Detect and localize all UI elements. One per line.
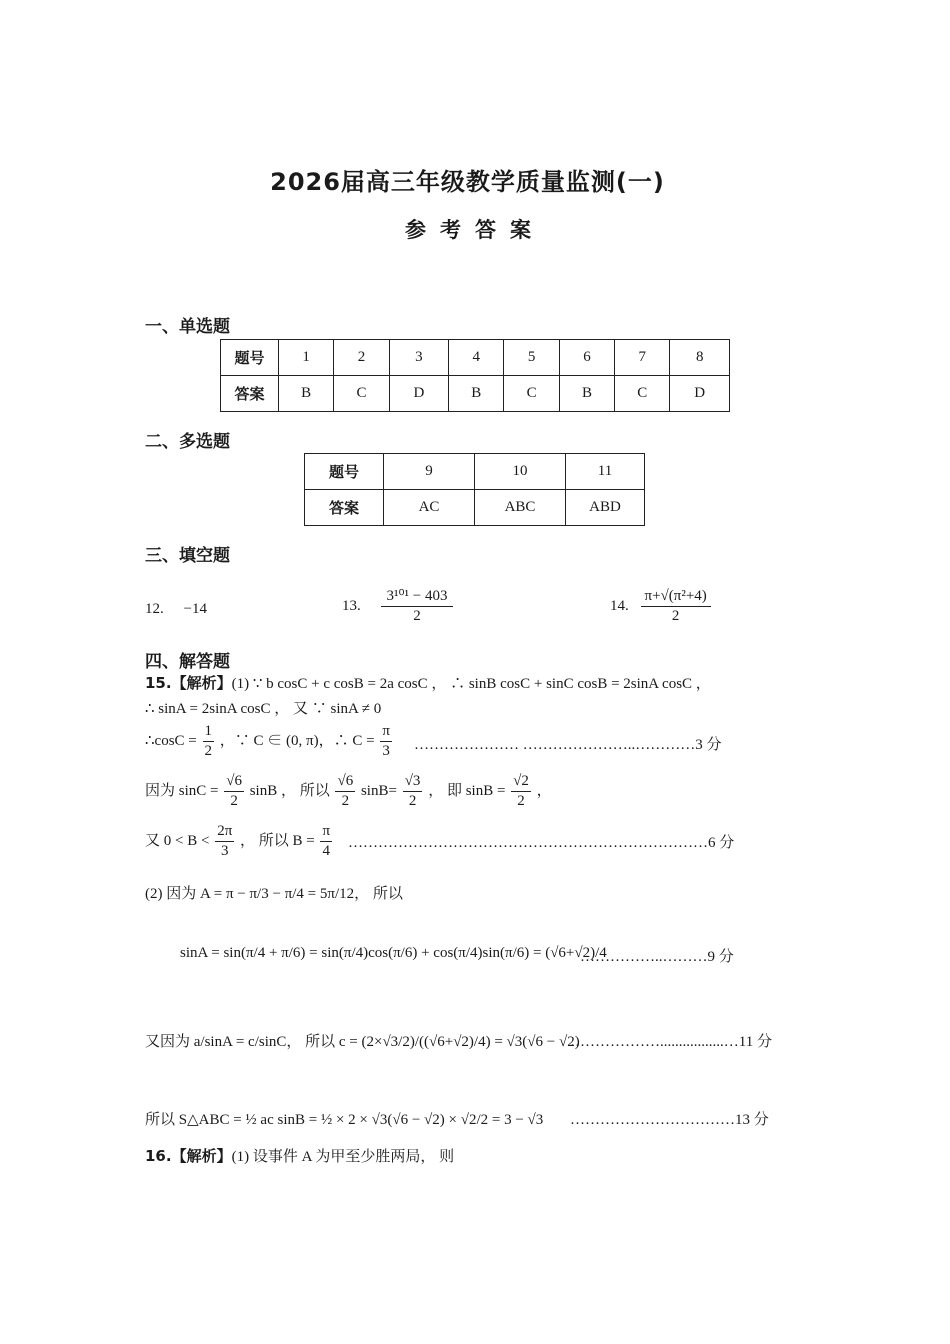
section-heading-multi-choice: 二、多选题 (145, 432, 230, 452)
multi-choice-table (304, 453, 645, 526)
fraction (215, 822, 234, 861)
table-cell: B (279, 376, 334, 412)
table-cell: 2 (334, 340, 389, 376)
q16-line-1 (145, 1145, 454, 1166)
fraction (335, 772, 355, 811)
question-number: 12. (145, 601, 164, 617)
numerator: π (380, 722, 392, 742)
table-row (221, 376, 730, 412)
table-cell: 1 (279, 340, 334, 376)
table-cell: 6 (559, 340, 614, 376)
table-cell: D (670, 376, 730, 412)
fill-q12 (145, 601, 207, 618)
numerator: π+√(π²+4) (641, 587, 711, 607)
answer-fraction (641, 587, 711, 626)
answer-value: −14 (183, 601, 207, 617)
table-cell: ABC (475, 490, 566, 526)
section-heading-solutions: 四、解答题 (145, 652, 230, 672)
formula-text: ， 所以 B = (240, 832, 315, 849)
page-subtitle: 参考答案 (405, 218, 545, 242)
denominator: 2 (204, 743, 213, 759)
fill-q14 (610, 587, 713, 626)
table-cell: 11 (566, 454, 645, 490)
table-cell: 4 (449, 340, 504, 376)
table-header-cell: 题号 (221, 340, 279, 376)
q15-line-4 (145, 772, 552, 811)
score-marker: ……………………………13 分 (570, 1112, 769, 1128)
numerator: √6 (224, 772, 244, 792)
score-marker: ………………………………………………………………6 分 (348, 835, 735, 851)
single-choice-table (220, 339, 730, 412)
table-cell: D (389, 376, 448, 412)
table-cell: B (559, 376, 614, 412)
fraction (511, 772, 531, 811)
q15-line-6: (2) 因为 A = π − π/3 − π/4 = 5π/12， 所以 (145, 886, 403, 902)
q15-line-5 (145, 822, 334, 861)
table-cell: ABD (566, 490, 645, 526)
denominator: 4 (322, 843, 331, 859)
denominator: 3 (220, 843, 229, 859)
numerator: √6 (335, 772, 355, 792)
table-cell: C (504, 376, 559, 412)
formula-text: ， 即 sinB = (428, 782, 506, 799)
q15-line-7: sinA = sin(π/4 + π/6) = sin(π/4)cos(π/6) + cos(π/4)sin(π/6) = (√6+√2)/4 (180, 945, 607, 961)
numerator: π (320, 822, 332, 842)
question-label: 15.【解析】 (145, 674, 232, 692)
section-heading-single-choice: 一、单选题 (145, 317, 230, 337)
table-cell: 7 (615, 340, 670, 376)
table-header-cell: 答案 (305, 490, 384, 526)
denominator: 3 (382, 743, 390, 759)
fraction (203, 722, 215, 761)
solution-text: (1) 设事件 A 为甲至少胜两局， 则 (231, 1149, 455, 1165)
denominator: 2 (671, 608, 680, 624)
fill-q13 (342, 587, 455, 626)
fraction (380, 722, 392, 761)
solution-text: (1) ∵ b cosC + c cosB = 2a cosC ， ∴ sinB cosC + sinC cosB = 2sinA cosC ， (231, 676, 711, 692)
score-marker: ………………… …………………..…………3 分 (414, 737, 722, 753)
denominator: 2 (413, 608, 421, 624)
denominator: 2 (341, 793, 350, 809)
formula-text: ，∵ C ∈ (0, π)，∴ C = (219, 732, 375, 749)
formula-text: sinB= (360, 782, 397, 799)
q15-line-1 (145, 672, 711, 693)
page-title: 2026届高三年级教学质量监测(一) (270, 168, 665, 196)
table-cell: 5 (504, 340, 559, 376)
denominator: 2 (408, 793, 417, 809)
q15-line-9: 所以 S△ABC = ½ ac sinB = ½ × 2 × √3(√6 − √2) × √2/2 = 3 − √3 (145, 1112, 544, 1128)
formula-text: 因为 sinC = (145, 782, 219, 799)
denominator: 2 (517, 793, 525, 809)
formula-text: ， (536, 782, 552, 799)
question-number: 14. (610, 597, 629, 614)
table-row (221, 340, 730, 376)
table-cell: 8 (670, 340, 730, 376)
table-cell: B (449, 376, 504, 412)
table-cell: 10 (475, 454, 566, 490)
numerator: √3 (403, 772, 423, 792)
numerator: 2π (215, 822, 234, 842)
fraction (224, 772, 244, 811)
fraction (403, 772, 423, 811)
score-marker: ……………..………9 分 (580, 949, 734, 965)
table-cell: AC (384, 490, 475, 526)
table-cell: C (334, 376, 389, 412)
section-heading-fill-blank: 三、填空题 (145, 546, 230, 566)
formula-text: 又 0 < B < (145, 832, 210, 849)
formula-text: sinB ， 所以 (249, 782, 330, 799)
numerator: 1 (203, 722, 215, 742)
answer-fraction (381, 587, 454, 626)
table-row (305, 490, 645, 526)
q15-line-3 (145, 722, 394, 761)
q15-line-8: 又因为 a/sinA = c/sinC， 所以 c = (2×√3/2)/((√6+√2)/4) = √3(√6 − √2) (145, 1034, 580, 1050)
numerator: √2 (511, 772, 531, 792)
question-number: 13. (342, 597, 361, 614)
table-cell: C (615, 376, 670, 412)
table-header-cell: 题号 (305, 454, 384, 490)
score-marker: ……………….................…11 分 (570, 1034, 772, 1050)
table-cell: 3 (389, 340, 448, 376)
table-header-cell: 答案 (221, 376, 279, 412)
table-cell: 9 (384, 454, 475, 490)
q15-line-2: ∴ sinA = 2sinA cosC ， 又 ∵ sinA ≠ 0 (145, 701, 382, 717)
fraction (320, 822, 332, 861)
numerator: 3¹⁰¹ − 403 (381, 587, 454, 607)
table-row (305, 454, 645, 490)
formula-text: ∴cosC = (145, 732, 197, 749)
denominator: 2 (230, 793, 238, 809)
question-label: 16.【解析】 (145, 1147, 232, 1165)
